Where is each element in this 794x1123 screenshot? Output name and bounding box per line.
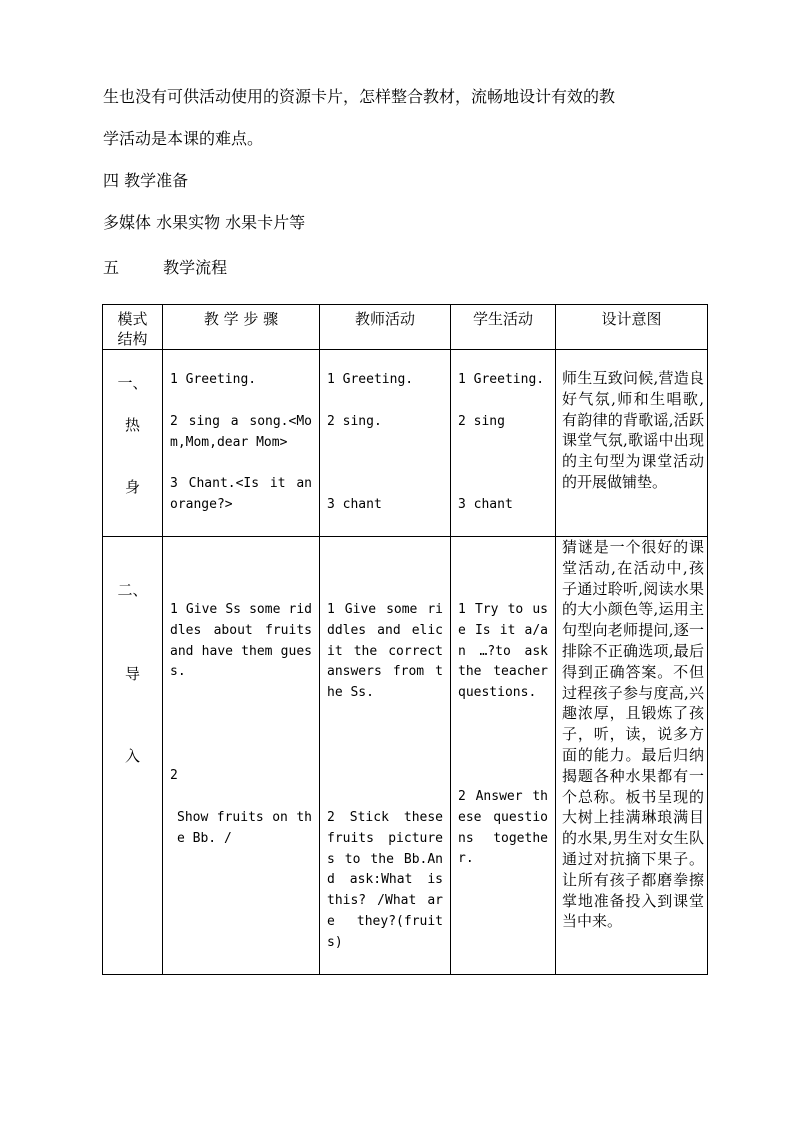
header-structure: 模式结构 [103, 305, 163, 350]
teacher-stick-pictures: 2 Stick these fruits pictures to the Bb.And ask:What is this? /What are they?(fruits) [327, 809, 443, 950]
table-row [103, 537, 708, 975]
stage-warmup-number: 一、 [117, 374, 148, 392]
section-4-content: 多媒体 水果实物 水果卡片等 [103, 213, 306, 232]
teacher-warmup [320, 350, 451, 537]
step-2-number: 2 [170, 768, 178, 784]
step-show-fruits: Show fruits on the Bb. / [177, 809, 312, 846]
paragraph-line-1: 生也没有可供活动使用的资源卡片，怎样整合教材，流畅地设计有效的教 [103, 87, 616, 106]
stage-warmup [103, 350, 163, 537]
step-chant: 3 Chant.<Is it an orange?> [170, 476, 312, 513]
student-warmup [451, 350, 556, 537]
stage-lead-in [103, 537, 163, 975]
student-ask: 1 Try to use Is it a/an …?to ask the teacher questions. [458, 602, 548, 701]
section-4-heading [103, 171, 188, 191]
student-answer: 2 Answer these questions together. [458, 788, 548, 867]
teacher-greeting: 1 Greeting. [327, 372, 414, 387]
step-greeting: 1 Greeting. [170, 372, 257, 387]
teacher-riddles: 1 Give some riddles and elicit the correct answers from the Ss. [327, 602, 443, 701]
design-warmup: 师生互致问候,营造良好气氛,师和生唱歌,有韵律的背歌谣,活跃课堂气氛,歌谣中出现的主句型为课堂活动的开展做铺垫。 [556, 350, 708, 537]
table-row [103, 350, 708, 537]
stage-lead-in-char-2: 入 [124, 747, 140, 765]
step-sing: 2 sing a song.<Mom,Mom,dear Mom> [170, 413, 312, 450]
paragraph-line-2: 学活动是本课的难点。 [103, 129, 264, 148]
section-4-title: 教学准备 [124, 171, 189, 190]
design-lead-in: 猜谜是一个很好的课堂活动,在活动中,孩子通过聆听,阅读水果的大小颜色等,运用主句型向老师提问,逐一排除不正确选项,最后得到正确答案。不但过程孩子参与度高,兴趣浓厚，且锻炼了孩子，听，读，说多方面的能力。最后归纳揭题各种水果都有一个总称。板书呈现的大树上挂满琳琅满目的水果,男生对女生队通过对抗摘下果子。让所有孩子都磨拳擦掌地准备投入到课堂当中来。 [556, 537, 708, 975]
student-greeting: 1 Greeting. [458, 372, 545, 387]
section-5-title: 教学流程 [163, 258, 228, 277]
student-chant: 3 chant [458, 496, 513, 512]
stage-warmup-char-2: 身 [124, 478, 140, 496]
steps-warmup [163, 350, 320, 537]
student-lead-in [451, 537, 556, 975]
teacher-lead-in [320, 537, 451, 975]
step-riddles: 1 Give Ss some riddles about fruits and have them guess. [170, 602, 312, 680]
stage-lead-in-char-1: 导 [124, 665, 140, 683]
teaching-flow-table [102, 304, 708, 975]
stage-warmup-char-1: 热 [124, 416, 140, 434]
student-sing: 2 sing [458, 413, 505, 429]
section-4-number: 四 [103, 171, 120, 190]
header-student: 学生活动 [451, 305, 556, 350]
teacher-chant: 3 chant [327, 496, 382, 512]
section-5-number: 五 [103, 258, 120, 277]
table-header-row [103, 305, 708, 350]
stage-lead-in-number: 二、 [117, 581, 148, 599]
header-design: 设计意图 [556, 305, 708, 350]
section-5-heading [103, 258, 227, 278]
teacher-sing: 2 sing. [327, 413, 382, 429]
header-teacher: 教师活动 [320, 305, 451, 350]
header-steps: 教 学 步 骤 [163, 305, 320, 350]
steps-lead-in [163, 537, 320, 975]
